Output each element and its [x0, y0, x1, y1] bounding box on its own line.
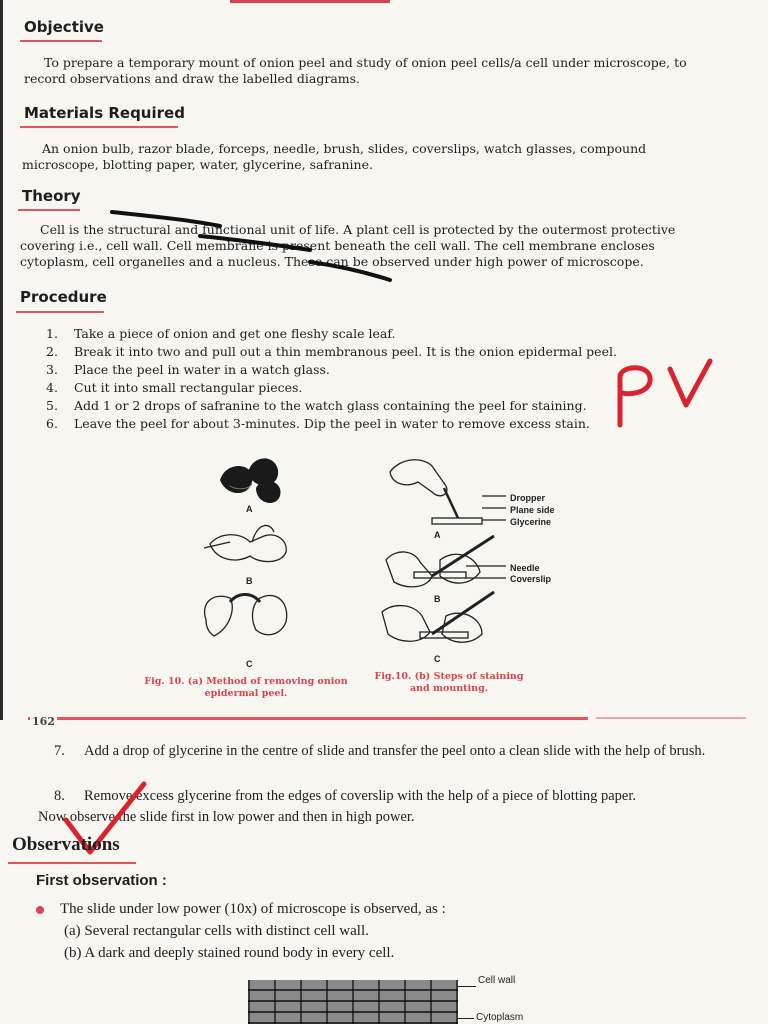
materials-heading: Materials Required [24, 104, 185, 122]
figure-a-illustration [190, 452, 320, 672]
materials-underline [20, 126, 178, 128]
theory-heading: Theory [22, 187, 81, 205]
figure-b-caption: Fig.10. (b) Steps of staining and mounting. [374, 671, 524, 694]
top-accent-line [230, 0, 390, 3]
materials-text: An onion bulb, razor blade, forceps, needle, brush, slides, coverslips, watch glasses, compound microscope, blotting paper, water, glycerine, safranine. [22, 141, 647, 172]
hands-with-peel-drawing [205, 595, 287, 637]
now-observe-text: Now observe the slide first in low power and then in high power. [38, 809, 415, 825]
page-number: 162 [32, 715, 55, 728]
callout-coverslip: Coverslip [510, 574, 552, 584]
hands-pulling-peel-drawing [204, 525, 286, 561]
dropper-step-drawing [390, 460, 506, 524]
needle-coverslip-step-drawing [386, 536, 506, 587]
fig-b-label-c: C [434, 654, 441, 664]
procedure-step: 1. Take a piece of onion and get one fleshy scale leaf. [46, 326, 396, 341]
fig-a-label-c: C [246, 659, 253, 669]
observations-heading: Observations [12, 834, 120, 855]
cell-wall-pointer [458, 986, 476, 987]
procedure-list [24, 325, 664, 433]
fig-b-label-a: A [434, 530, 441, 540]
objective-heading: Objective [24, 18, 104, 36]
cytoplasm-pointer [458, 1018, 474, 1019]
procedure-step: 2. Break it into two and pull out a thin membranous peel. It is the onion epidermal peel. [46, 344, 617, 359]
callout-needle: Needle [510, 563, 540, 573]
procedure-heading: Procedure [20, 288, 107, 306]
page-margin-line [0, 0, 3, 720]
fig-a-label-b: B [246, 576, 253, 586]
procedure-step: 3. Place the peel in water in a watch glass. [46, 362, 330, 377]
objective-underline [20, 40, 102, 42]
onion-scale-leaves-drawing [220, 458, 280, 503]
strikethrough-scribble [110, 206, 440, 286]
observation-item-b: (b) A dark and deeply stained round body in every cell. [64, 945, 395, 961]
cell-wall-label: Cell wall [478, 975, 516, 986]
procedure-underline [16, 311, 104, 313]
bullet-dot [36, 906, 44, 914]
objective-text: To prepare a temporary mount of onion peel and study of onion peel cells/a cell under microscope, to record observations and draw the labelled diagrams. [24, 55, 687, 86]
procedure-step: 4. Cut it into small rectangular pieces. [46, 380, 303, 395]
figure-b-illustration [370, 452, 570, 667]
fig-a-label-a: A [246, 504, 253, 514]
onion-cells-micrograph [248, 980, 458, 1024]
procedure-step: 5. Add 1 or 2 drops of safranine to the watch glass containing the peel for staining. [46, 398, 587, 413]
procedure-step: 6. Leave the peel for about 3-minutes. Dip the peel in water to remove excess stain. [46, 416, 590, 431]
page-footer-rule-faint [596, 717, 746, 719]
observation-bullet: The slide under low power (10x) of microscope is observed, as : (a) Several rectangular cells with distinct cell wall. (b) A dark and deeply stained round body in every cell. [36, 898, 736, 964]
figure-a-caption: Fig. 10. (a) Method of removing onion epidermal peel. [144, 676, 348, 699]
procedure-step-8: 8. Remove excess glycerine from the edges of coverslip with the help of a piece of blotting paper. [54, 788, 637, 804]
theory-text: Cell is the structural and functional unit of life. A plant cell is protected by the outermost protective covering i.e., cell wall. Cell membrane is present beneath the cell wall. The cell membrane encloses cytoplasm, cell organelles and a nucleus. These can be observed under high power of microscope. [20, 222, 676, 269]
observation-item-a: (a) Several rectangular cells with distinct cell wall. [64, 923, 369, 939]
first-observation-heading: First observation : [36, 872, 167, 889]
page-footer-rule [28, 717, 588, 720]
theory-underline [18, 209, 80, 211]
handwritten-pv-annotation [612, 355, 717, 430]
callout-glycerine: Glycerine [510, 517, 552, 527]
callout-plane-side: Plane side [510, 505, 555, 515]
observations-underline [8, 862, 136, 864]
fig-b-label-b: B [434, 594, 441, 604]
callout-dropper: Dropper [510, 493, 546, 503]
procedure-step-7: 7. Add a drop of glycerine in the centre of slide and transfer the peel onto a clean slide with the help of brush. [54, 743, 706, 759]
cytoplasm-label: Cytoplasm [476, 1012, 524, 1023]
